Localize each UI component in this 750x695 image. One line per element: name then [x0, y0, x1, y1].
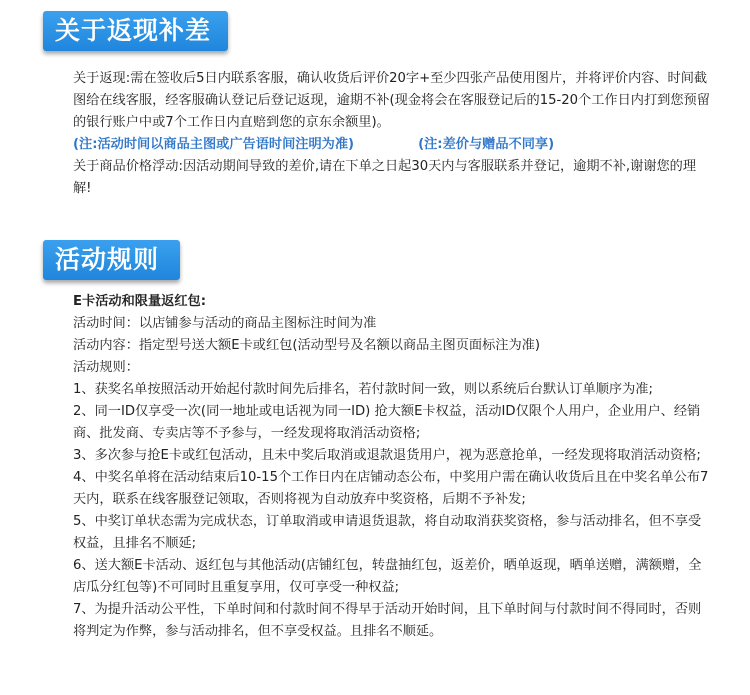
rule-line: 1、获奖名单按照活动开始起付款时间先后排名，若付款时间一致，则以系统后台默认订单顺序为准;: [73, 382, 653, 397]
rule-line: 6、送大额E卡活动、返红包与其他活动(店铺红包，转盘抽红包，返差价，晒单返现，晒单送赠，满额赠，全店瓜分红包等)不可同时且重复享用，仅可享受一种权益;: [73, 558, 702, 595]
rules-subtitle: E卡活动和限量返红包:: [73, 294, 206, 309]
rule-line: 活动内容：指定型号送大额E卡或红包(活动型号及名额以商品主图页面标注为准): [73, 338, 540, 353]
rule-line: 4、中奖名单将在活动结束后10-15个工作日内在店铺动态公布，中奖用户需在确认收货后且在中奖名单公布7天内，联系在线客服登记领取，否则将视为自动放弃中奖资格，后期不予补发;: [73, 470, 709, 507]
note-activity-time: (注:活动时间以商品主图或广告语时间注明为准): [73, 137, 355, 152]
cashback-notes: [73, 134, 713, 156]
rule-line: 2、同一ID仅享受一次(同一地址或电话视为同一ID) 抢大额E卡权益，活动ID仅限个人用户，企业用户、经销商、批发商、专卖店等不予参与，一经发现将取消活动资格;: [73, 404, 701, 441]
rule-line: 3、多次参与抢E卡或红包活动，且未中奖后取消或退款退货用户，视为恶意抢单，一经发现将取消活动资格;: [73, 448, 701, 463]
cashback-section-body: [73, 68, 713, 200]
cashback-paragraph: 关于返现:需在签收后5日内联系客服，确认收货后评价20字+至少四张产品使用图片，并将评价内容、时间截图给在线客服，经客服确认登记后登记返现，逾期不补(现金将会在客服登记后的15-20个工作日内打到您预留的银行账户中或7个工作日内直赔到您的京东余额里)。: [73, 71, 710, 130]
note-price-gift: (注:差价与赠品不同享): [418, 137, 555, 152]
rule-line: 活动时间：以店铺参与活动的商品主图标注时间为准: [73, 316, 377, 331]
price-fluctuation-paragraph: 关于商品价格浮动:因活动期间导致的差价,请在下单之日起30天内与客服联系并登记，逾期不补,谢谢您的理解!: [73, 159, 697, 196]
rule-line: 5、中奖订单状态需为完成状态，订单取消或申请退货退款，将自动取消获奖资格，参与活动排名，但不享受权益，且排名不顺延;: [73, 514, 702, 551]
rule-line: 活动规则：: [73, 360, 139, 375]
rule-line: 7、为提升活动公平性，下单时间和付款时间不得早于活动开始时间，且下单时间与付款时间不得同时，否则将判定为作弊，参与活动排名，但不享受权益。且排名不顺延。: [73, 602, 702, 639]
rules-section-body: [73, 291, 713, 643]
section-title-cashback: 关于返现补差: [43, 11, 228, 51]
section-title-rules: 活动规则: [43, 240, 180, 280]
